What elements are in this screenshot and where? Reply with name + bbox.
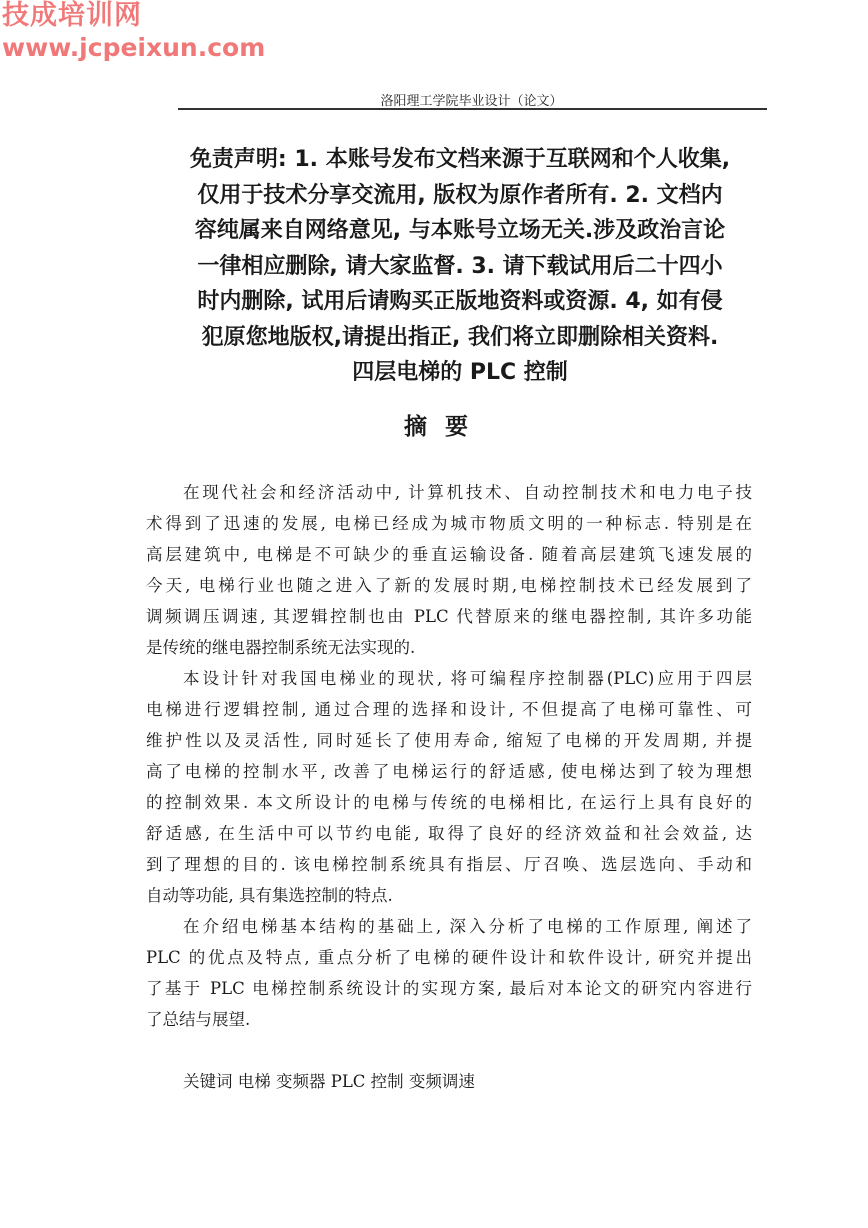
disclaimer-line: 一律相应删除, 请大家监督. 3. 请下载试用后二十四小: [197, 253, 723, 279]
text-line: 在现代社会和经济活动中, 计算机技术、自动控制技术和电力电子技: [183, 483, 752, 502]
text-line: 到了理想的目的. 该电梯控制系统具有指层、厅召唤、选层选向、手动和: [146, 855, 752, 874]
text-line: 了总结与展望.: [146, 1010, 251, 1029]
abstract-body: [146, 477, 752, 1035]
text-line: 本设计针对我国电梯业的现状, 将可编程序控制器(PLC)应用于四层: [183, 669, 752, 688]
text-line: 术得到了迅速的发展, 电梯已经成为城市物质文明的一种标志. 特别是在: [146, 514, 752, 533]
text-line: 了基于 PLC 电梯控制系统设计的实现方案, 最后对本论文的研究内容进行: [146, 979, 752, 998]
disclaimer-line: 仅用于技术分享交流用, 版权为原作者所有. 2. 文档内: [197, 182, 723, 208]
text-line: 舒适感, 在生活中可以节约电能, 取得了良好的经济效益和社会效益, 达: [146, 824, 752, 843]
running-header: 洛阳理工学院毕业设计（论文）: [380, 94, 563, 109]
disclaimer-line: 容纯属来自网络意见, 与本账号立场无关.涉及政治言论: [194, 218, 726, 243]
text-line: 今天, 电梯行业也随之进入了新的发展时期,电梯控制技术已经发展到了: [146, 576, 752, 595]
keywords-line: 关键词 电梯 变频器 PLC 控制 变频调速: [183, 1072, 475, 1091]
disclaimer-line: 免责声明: 1. 本账号发布文档来源于互联网和个人收集,: [189, 147, 731, 172]
text-line: 维护性以及灵活性, 同时延长了使用寿命, 缩短了电梯的开发周期, 并提: [146, 731, 752, 750]
text-line: 的控制效果. 本文所设计的电梯与传统的电梯相比, 在运行上具有良好的: [146, 793, 752, 812]
disclaimer-line: 时内删除, 试用后请购买正版地资料或资源. 4, 如有侵: [197, 289, 723, 314]
header-divider: [178, 108, 767, 110]
disclaimer-block: [135, 142, 785, 391]
text-line: PLC 的优点及特点, 重点分析了电梯的硬件设计和软件设计, 研究并提出: [146, 948, 752, 967]
watermark-logo: [2, 2, 265, 60]
text-line: 电梯进行逻辑控制, 通过合理的选择和设计, 不但提高了电梯可靠性、可: [146, 700, 752, 719]
paragraph: [146, 663, 752, 911]
watermark-url: www.jcpeixun.com: [2, 33, 266, 62]
abstract-heading: 摘要: [404, 414, 486, 440]
text-line: 在介绍电梯基本结构的基础上, 深入分析了电梯的工作原理, 阐述了: [183, 917, 752, 936]
disclaimer-line: 犯原您地版权,请提出指正, 我们将立即删除相关资料.: [201, 324, 719, 350]
paragraph: [146, 477, 752, 663]
text-line: 自动等功能, 具有集选控制的特点.: [146, 886, 393, 905]
text-line: 是传统的继电器控制系统无法实现的.: [146, 638, 416, 657]
text-line: 高了电梯的控制水平, 改善了电梯运行的舒适感, 使电梯达到了较为理想: [146, 762, 752, 781]
paragraph: [146, 911, 752, 1035]
text-line: 高层建筑中, 电梯是不可缺少的垂直运输设备. 随着高层建筑飞速发展的: [146, 545, 752, 564]
watermark-site-name: 技成培训网: [2, 0, 142, 31]
text-line: 调频调压调速, 其逻辑控制也由 PLC 代替原来的继电器控制, 其许多功能: [146, 607, 752, 626]
document-title: 四层电梯的 PLC 控制: [352, 360, 568, 385]
